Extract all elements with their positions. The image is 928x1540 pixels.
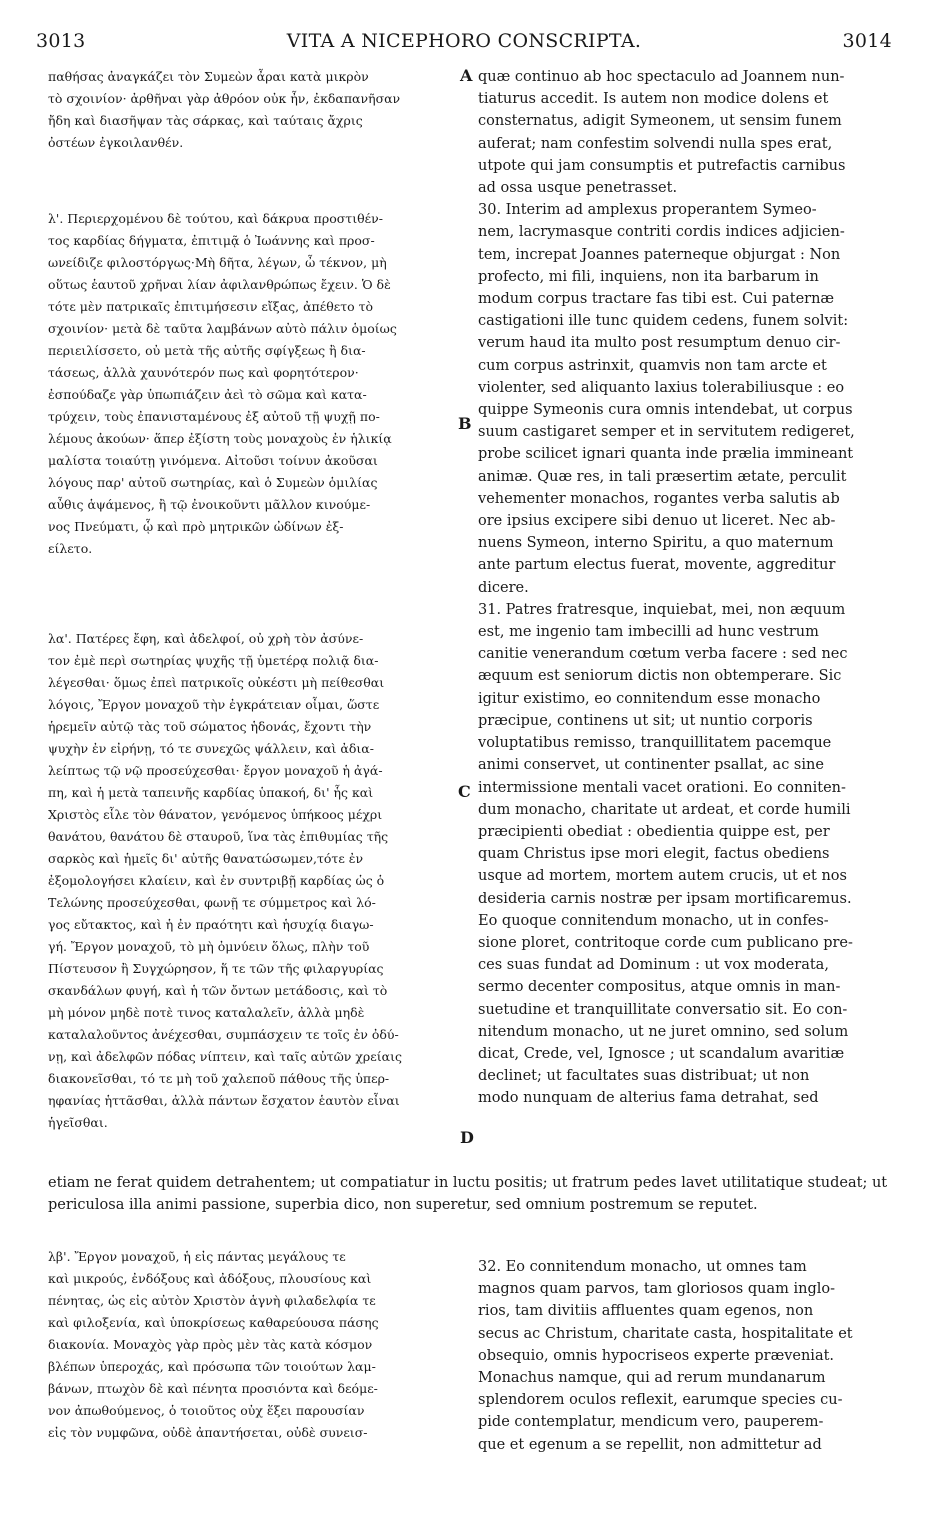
margin-letter-c: C [458,782,471,801]
latin-line: splendorem oculos reflexit, earumque species cu- [478,1392,843,1409]
greek-line: ἐξομολογήσει κλαίειν, καὶ ἐν συντριβῇ καρδίας ὡς ὁ [48,873,385,888]
greek-line: καταλαλοῦντος ἀνέχεσθαι, συμπάσχειν τε τοῖς ἐν ὀδύ- [48,1027,399,1042]
greek-line: θανάτου, θανάτου δὲ σταυροῦ, ἵνα τὰς ἐπιθυμίας τῆς [48,829,389,844]
left-page-number: 3013 [36,30,86,52]
latin-line: animæ. Quæ res, in tali præsertim ætate, perculit [478,468,847,485]
greek-line: περιειλίσσετο, οὐ μετὰ τῆς αὐτῆς σφίγξεως ἢ δια- [48,343,366,358]
latin-line: secus ac Christum, charitate casta, hospitalitate et [478,1325,853,1342]
greek-line: τάσεως, ἀλλὰ χαυνότερόν πως καὶ φορητότερον· [48,365,359,380]
greek-line: λ'. Περιερχομένου δὲ τούτου, καὶ δάκρυα προστιθέν- [48,211,383,226]
latin-line: declinet; ut facultates suas distribuat; ut non [478,1068,810,1085]
greek-line: νῃ, καὶ ἀδελφῶν πόδας νίπτειν, καὶ ταῖς αὐτῶν χρείαις [48,1049,403,1064]
greek-line: λέγεσθαι· ὅμως ἐπεὶ πατρικοῖς οὐκέστι μὴ πείθεσθαι [48,675,385,690]
latin-line: consternatus, adigit Symeonem, ut sensim funem [478,113,842,130]
greek-line: λέμους ἀκούων· ἅπερ ἐξίστη τοὺς μοναχοὺς ἐν ἡλικίᾳ [48,431,392,446]
greek-line: είλετο. [48,541,93,556]
greek-line: εἰς τὸν νυμφῶνα, οὐδὲ ἀπαντήσεται, οὐδὲ συνεισ- [48,1425,368,1440]
latin-line: 32. Eo connitendum monacho, ut omnes tam [478,1259,807,1275]
greek-line: λα'. Πατέρες ἔφη, καὶ ἀδελφοί, οὐ χρὴ τὸν ἀσύνε- [48,631,364,646]
latin-line: quam Christus ipse mori elegit, factus obediens [478,846,830,863]
greek-line: τος καρδίας δήγματα, ἐπιτιμᾷ ὁ Ἰωάννης καὶ προσ- [48,233,375,248]
latin-line: profecto, mi fili, inquiens, non ita barbarum in [478,268,819,285]
latin-line: ore ipsius excipere sibi denuo ut liceret. Nec ab- [478,513,836,530]
latin-line: 31. Patres fratresque, inquiebat, mei, non æquum [478,601,846,618]
greek-line: παθήσας ἀναγκάζει τὸν Συμεὼν ἆραι κατὰ μικρὸν [48,69,369,84]
greek-block-3 [48,628,456,1134]
greek-line: ἐσπούδαζε γὰρ ὑπωπιάζειν ἀεὶ τὸ σῶμα καὶ κατα- [48,387,367,402]
latin-line: præcipue, continens ut sit; ut nuntio corporis [478,712,813,729]
running-header [36,30,892,60]
latin-line: castigationi ille tunc quidem cedens, funem solvit: [478,313,849,330]
latin-line: cum corpus astrinxit, quamvis non tam arcte et [478,357,827,374]
latin-line: Eo quoque connitendum monacho, ut in confes- [478,912,829,929]
latin-line: nem, lacrymasque contriti cordis indices adjicien- [478,224,845,241]
latin-line: intermissione mentali vacet orationi. Eo conniten- [478,779,846,796]
greek-line: Χριστὸς εἷλε τὸν θάνατον, γενόμενος ὑπήκοος μέχρι [48,807,383,822]
greek-line: διακονία. Μοναχὸς γὰρ πρὸς μὲν τὰς κατὰ κόσμον [48,1337,373,1352]
greek-line: λείπτως τῷ νῷ προσεύχεσθαι· ἔργον μοναχοῦ ἡ ἀγά- [48,763,383,778]
greek-line: ὀστέων ἐγκοιλανθέν. [48,135,184,150]
latin-line: auferat; nam confestim solvendi nulla spes erat, [478,135,833,152]
greek-line: βάνων, πτωχὸν δὲ καὶ πένητα προσιόντα καὶ δεόμε- [48,1381,378,1396]
greek-line: τον ἐμὲ περὶ σωτηρίας ψυχῆς τῇ ὑμετέρᾳ πολιᾷ δια- [48,653,379,668]
latin-line: sione ploret, contritoque corde cum publicano pre- [478,934,853,951]
latin-line: ces suas fundat ad Dominum : ut vox moderata, [478,957,829,974]
greek-line: τότε μὲν πατρικαῖς ἐπιτιμήσεσιν εἴξας, ἀπέθετο τὸ [48,299,374,314]
latin-line: nitendum monacho, ut ne juret omnino, sed solum [478,1023,849,1040]
greek-line: σαρκὸς καὶ ἡμεῖς δι' αὐτῆς θανατώσωμεν,τότε ἐν [48,851,364,866]
greek-line: ἡρεμεῖν αὐτῷ τὰς τοῦ σώματος ἡδονάς, ἔχοντι τὴν [48,719,372,734]
greek-line: Πίστευσον ἢ Συγχώρησον, ἥ τε τῶν τῆς φιλαργυρίας [48,961,384,976]
greek-line: μὴ μόνον μηδὲ ποτὲ τινος καταλαλεῖν, ἀλλὰ μηδὲ [48,1005,365,1020]
latin-line: nuens Symeon, interno Spiritu, a quo maternum [478,535,834,552]
greek-line: σκανδάλων φυγή, καὶ ἡ τῶν ὄντων μετάδοσις, καὶ τὸ [48,983,388,998]
latin-line: voluptatibus remisso, tranquillitatem pacemque [478,735,832,752]
greek-line: μαλίστα τοιαύτῃ γινόμενα. Αἰτοῦσι τοίνυν ἀκοῦσαι [48,453,378,468]
greek-block-1 [48,66,456,154]
latin-line: vehementer monachos, rogantes verba salutis ab [478,490,840,507]
latin-line: modo nunquam de alterius fama detrahat, sed [478,1090,819,1107]
greek-line: νος Πνεύματι, ᾧ καὶ πρὸ μητρικῶν ὠδίνων ἐξ- [48,519,344,534]
greek-line: πένητας, ὡς εἰς αὐτὸν Χριστὸν ἁγνὴ φιλαδελφία τε [48,1293,376,1308]
latin-line: violenter, sed aliquanto laxius tolerabiliusque : eo [478,379,845,396]
latin-line: tem, increpat Joannes paterneque objurgat : Non [478,246,841,263]
latin-line: Monachus namque, qui ad rerum mundanarum [478,1370,826,1387]
latin-line: obsequio, omnis hypocriseos experte præveniat. [478,1347,835,1364]
latin-line: animi conservet, ut continenter psallat, ac sine [478,757,824,774]
greek-line: νον ἀπωθούμενος, ὁ τοιοῦτος οὐχ ἕξει παρουσίαν [48,1403,365,1418]
latin-line: æquum est seniorum dictis non obtemperare. Sic [478,668,842,685]
latin-line: verum haud ita multo post resumptum denuo cir- [478,335,841,352]
greek-line: γή. Ἔργον μοναχοῦ, τὸ μὴ ὀμνύειν ὅλως, πλὴν τοῦ [48,939,370,954]
greek-line: αὖθις ἁψάμενος, ἢ τῷ ἐνοικοῦντι μᾶλλον κινούμε- [48,497,371,512]
greek-line: πη, καὶ ἡ μετὰ ταπεινῆς καρδίας ὑπακοή, δι' ἧς καὶ [48,785,374,800]
latin-block-2 [478,1256,896,1456]
full-width-paragraph: etiam ne ferat quidem detrahentem; ut compatiatur in luctu positis; ut fratrum pedes lavet utilitatique studeat; ut periculosa illa animi passione, superbia dico, non superetur, sed omnium postremum se reputet. [48,1175,888,1213]
greek-line: ηφανίας ἡττᾶσθαι, ἀλλὰ πάντων ἔσχατον ἑαυτὸν εἶναι [48,1093,400,1108]
greek-line: βλέπων ὑπεροχάς, καὶ πρόσωπα τῶν τοιούτων λαμ- [48,1359,376,1374]
latin-line: rios, tam divitiis affluentes quam egenos, non [478,1303,814,1320]
latin-line: utpote qui jam consumptis et putrefactis carnibus [478,157,846,174]
latin-line: dum monacho, charitate ut ardeat, et corde humili [478,801,851,818]
latin-line: dicat, Crede, vel, Ignosce ; ut scandalum avaritiæ [478,1045,845,1062]
greek-line: ψυχὴν ἐν εἰρήνῃ, τό τε συνεχῶς ψάλλειν, καὶ ἀδια- [48,741,374,756]
latin-line: usque ad mortem, mortem autem crucis, ut et nos [478,868,847,885]
latin-line: sermo decenter compositus, atque omnis in man- [478,979,841,996]
greek-line: τρύχειν, τοὺς ἐπανισταμένους ἐξ αὐτοῦ τῇ ψυχῇ πο- [48,409,380,424]
latin-line: desideria carnis nostræ per ipsam mortificaremus. [478,890,852,907]
latin-line: igitur existimo, eo connitendum esse monacho [478,690,821,707]
latin-line: suum castigaret semper et in servitutem redigeret, [478,424,855,441]
latin-block-1 [478,66,896,1110]
greek-line: καὶ μικρούς, ἐνδόξους καὶ ἀδόξους, πλουσίους καὶ [48,1271,372,1286]
greek-line: λόγοις, Ἔργον μοναχοῦ τὴν ἐγκράτειαν οἶμαι, ὥστε [48,697,380,712]
greek-line: ἤδη καὶ διασῆψαν τὰς σάρκας, καὶ ταύταις ἄχρις [48,113,363,128]
greek-block-4 [48,1246,456,1444]
latin-line: tiaturus accedit. Is autem non modice dolens et [478,91,829,108]
greek-line: λόγους παρ' αὐτοῦ σωτηρίας, καὶ ὁ Συμεὼν ὁμιλίας [48,475,378,490]
greek-line: ωνείδιζε φιλοστόργως·Μὴ δῆτα, λέγων, ὦ τέκνον, μὴ [48,255,387,270]
latin-line: pide contemplatur, mendicum vero, pauperem- [478,1414,824,1431]
latin-line: dicere. [478,579,529,596]
latin-line: est, me ingenio tam imbecilli ad hunc vestrum [478,624,819,641]
latin-line: ante partum electus fuerat, movente, aggreditur [478,557,836,574]
latin-line: que et egenum a se repellit, non admittetur ad [478,1436,822,1453]
greek-line: καὶ φιλοξενία, καὶ ὑποκρίσεως καθαρεύουσα πάσης [48,1315,379,1330]
greek-line: σχοινίον· μετὰ δὲ ταῦτα λαμβάνων αὐτὸ πάλιν ὁμοίως [48,321,397,336]
latin-line: quippe Symeonis cura omnis intendebat, ut corpus [478,402,853,419]
margin-letter-b: B [458,414,472,433]
margin-letter-a: A [460,66,473,85]
latin-line: canitie venerandum cœtum verba facere : sed nec [478,646,848,663]
greek-line: διακονεῖσθαι, τό τε μὴ τοῦ χαλεποῦ πάθους τῆς ὑπερ- [48,1071,390,1086]
latin-line: ad ossa usque penetrasset. [478,180,678,197]
latin-line: modum corpus tractare fas tibi est. Cui paternæ [478,291,835,308]
latin-line: 30. Interim ad amplexus properantem Symeo- [478,202,817,219]
latin-line: probe scilicet ignari quanta inde prælia immineant [478,446,854,463]
right-page-number: 3014 [842,30,892,52]
running-title: VITA A NICEPHORO CONSCRIPTA. [286,30,642,52]
latin-line: suetudine et tranquillitate conversatio sit. Eo con- [478,1001,848,1018]
latin-line: magnos quam parvos, tam gloriosos quam inglo- [478,1281,836,1298]
greek-line: λβ'. Ἔργον μοναχοῦ, ἡ εἰς πάντας μεγάλους τε [48,1249,346,1264]
greek-line: τὸ σχοινίον· ἀρθῆναι γὰρ ἀθρόον οὐκ ἦν, ἐκδαπανῆσαν [48,91,401,106]
latin-line: præcipienti obediat : obedientia quippe est, per [478,823,830,840]
greek-block-2 [48,208,456,560]
greek-line: Τελώνης προσεύχεσθαι, φωνῇ τε σύμμετρος καὶ λό- [48,895,376,910]
greek-line: ἡγεῖσθαι. [48,1115,108,1130]
greek-line: γος εὔτακτος, καὶ ἡ ἐν πραότητι καὶ ἡσυχίᾳ διαγω- [48,917,374,932]
margin-letter-d: D [460,1128,474,1147]
latin-line: quæ continuo ab hoc spectaculo ad Joannem nun- [478,69,845,85]
greek-line: οὕτως ἑαυτοῦ χρῆναι λίαν ἀφιλανθρώπως ἔχειν. Ὁ δὲ [48,277,391,292]
